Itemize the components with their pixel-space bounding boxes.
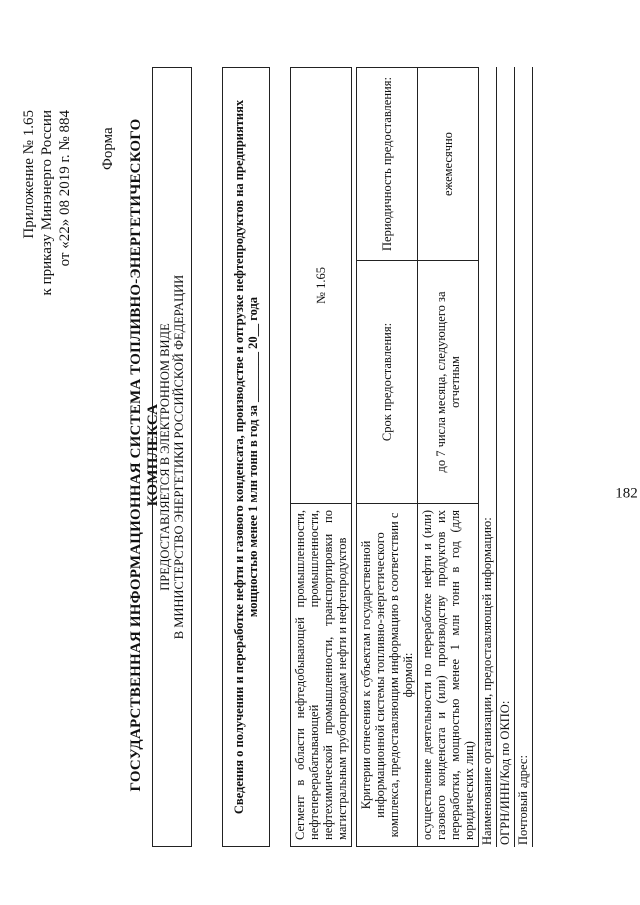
appendix-line-3: от «22» 08 2019 г. № 884 bbox=[57, 110, 73, 267]
ogrn-line: ОГРН/ИНН/Код по ОКПО: bbox=[498, 700, 512, 845]
appendix-line-2: к приказу Минэнерго России bbox=[39, 110, 55, 296]
submission-line-2: В МИНИСТЕРСТВО ЭНЕРГЕТИКИ РОССИЙСКОЙ ФЕДЕРАЦИИ bbox=[172, 274, 186, 640]
report-title-table bbox=[222, 67, 270, 847]
separator-line-4 bbox=[532, 67, 533, 847]
submission-line-1: ПРЕДОСТАВЛЯЕТСЯ В ЭЛЕКТРОННОМ ВИДЕ bbox=[158, 323, 172, 591]
page-number: 182 bbox=[615, 485, 638, 502]
report-title-line-1: Сведения о получении и переработке нефти и газового конденсата, производстве и отгрузке нефтепродуктов на предприятиях bbox=[232, 99, 246, 815]
separator-line-1 bbox=[478, 67, 479, 847]
postal-address-line: Почтовый адрес: bbox=[516, 755, 530, 845]
form-label: Форма bbox=[100, 127, 116, 170]
submission-table bbox=[152, 67, 192, 847]
report-title-line-2: мощностью менее 1 млн тонн в год за ________ 20__ года bbox=[246, 296, 260, 618]
segment-table bbox=[290, 67, 352, 847]
deadline-header-cell: Срок предоставления: bbox=[357, 261, 418, 504]
period-header-cell: Периодичность предоставления: bbox=[357, 68, 418, 261]
separator-line-2 bbox=[496, 67, 497, 847]
form-number-cell: № 1.65 bbox=[291, 68, 352, 504]
segment-cell: Сегмент в области нефтедобывающей промышленности, нефтеперерабатывающей промышленности, нефтехимической промышленности, транспортировки по магистральным трубопроводам нефти и нефтепродуктов bbox=[291, 504, 352, 847]
main-title: ГОСУДАРСТВЕННАЯ ИНФОРМАЦИОННАЯ СИСТЕМА ТОПЛИВНО-ЭНЕРГЕТИЧЕСКОГО КОМПЛЕКСА bbox=[128, 118, 161, 792]
report-title-cell bbox=[223, 68, 270, 847]
submission-cell bbox=[153, 68, 192, 847]
appendix-block bbox=[20, 110, 74, 295]
deadline-value-cell: до 7 числа месяца, следующего за отчетным bbox=[418, 261, 479, 504]
criteria-value-cell: осуществление деятельности по переработке нефти и (или) газового конденсата и (или) производству продуктов их переработки, мощностью менее 1 млн тонн в год (для юридических лиц) bbox=[418, 504, 479, 847]
separator-line-3 bbox=[514, 67, 515, 847]
criteria-table bbox=[356, 67, 479, 847]
criteria-header-cell: Критерии отнесения к субъектам государственной информационной системы топливно-энергетического комплекса, предоставляющим информацию в соответствии с формой: bbox=[357, 504, 418, 847]
org-name-line: Наименование организации, предоставляющей информацию: bbox=[480, 517, 494, 845]
appendix-line-1: Приложение № 1.65 bbox=[21, 110, 37, 239]
period-value-cell: ежемесячно bbox=[418, 68, 479, 261]
